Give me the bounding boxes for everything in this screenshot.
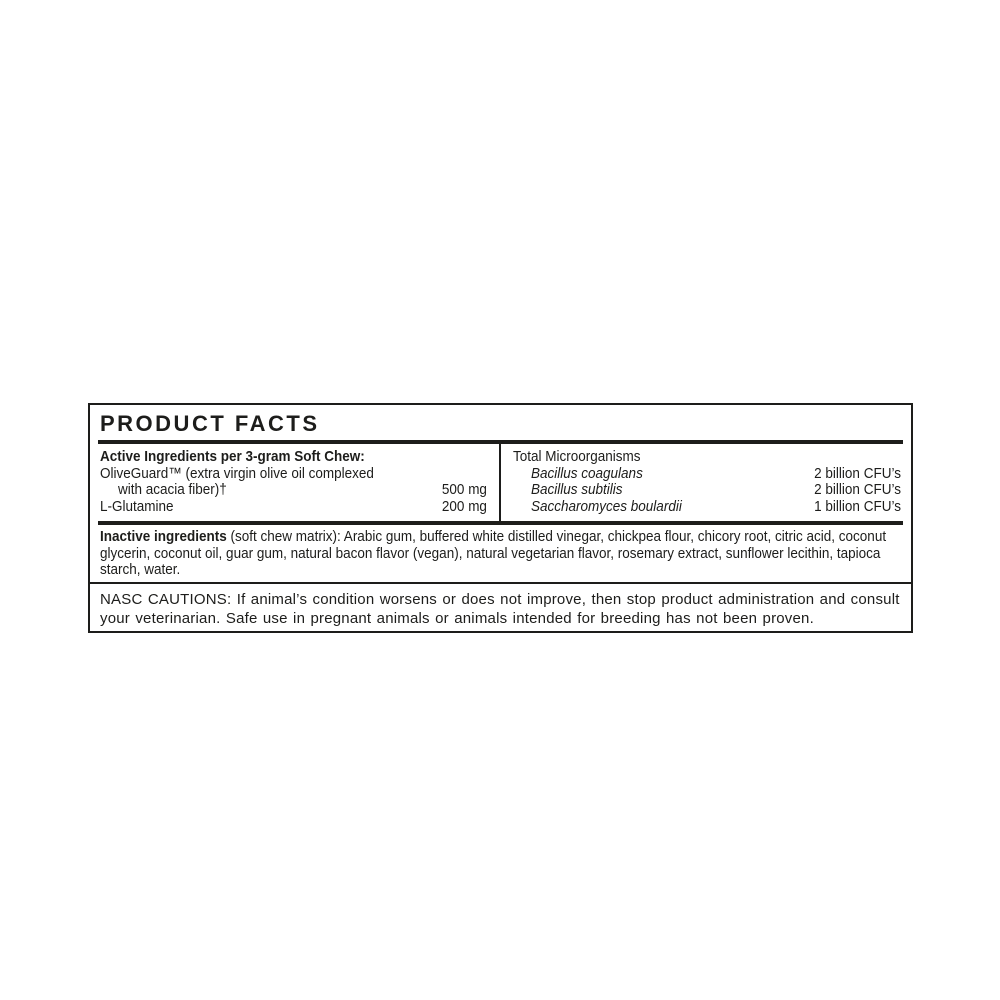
product-facts-title: PRODUCT FACTS xyxy=(100,411,320,436)
microorganism-row xyxy=(513,499,901,516)
ingredient-amount: 200 mg xyxy=(441,497,487,515)
ingredient-name: L-Glutamine xyxy=(100,497,174,515)
active-ingredients-section xyxy=(90,444,499,521)
nasc-cautions-section xyxy=(90,584,911,634)
microorganism-name: Bacillus coagulans xyxy=(531,464,643,482)
ingredient-name: OliveGuard™ (extra virgin olive oil complexed xyxy=(100,464,374,482)
ingredient-row xyxy=(100,499,487,516)
microorganism-row xyxy=(513,482,901,499)
ingredient-name: with acacia fiber)† xyxy=(118,481,227,498)
microorganisms-header: Total Microorganisms xyxy=(513,448,641,465)
microorganism-row xyxy=(513,466,901,483)
microorganism-name: Bacillus subtilis xyxy=(531,481,623,498)
active-ingredients-header: Active Ingredients per 3-gram Soft Chew: xyxy=(100,448,365,465)
ingredient-amount: 500 mg xyxy=(441,481,487,498)
product-facts-panel xyxy=(88,403,913,633)
microorganism-name: Saccharomyces boulardii xyxy=(531,497,682,515)
ingredient-row xyxy=(100,482,487,499)
ingredients-columns xyxy=(90,444,911,521)
nasc-cautions-text: If animal’s condition worsens or does not improve, then stop product administration and consult your veterinarian. Safe use in pregnant animals or animals intended for breeding has not been proven. xyxy=(100,590,900,627)
inactive-ingredients-text: (soft chew matrix): Arabic gum, buffered white distilled vinegar, chickpea flour, chicory root, citric acid, coconut glycerin, coconut oil, guar gum, natural bacon flavor (vegan), natural vegetarian flavor, rosemary extract, sunflower lecithin, tapioca starch, water. xyxy=(100,528,887,578)
nasc-cautions-label: NASC CAUTIONS: xyxy=(100,590,232,608)
microorganism-amount: 2 billion CFU’s xyxy=(814,464,901,482)
inactive-ingredients-label: Inactive ingredients xyxy=(100,528,227,545)
microorganisms-section xyxy=(501,444,911,521)
microorganism-amount: 2 billion CFU’s xyxy=(814,481,901,498)
ingredient-row xyxy=(100,466,487,483)
inactive-ingredients-section xyxy=(90,525,911,582)
microorganism-amount: 1 billion CFU’s xyxy=(814,497,901,515)
